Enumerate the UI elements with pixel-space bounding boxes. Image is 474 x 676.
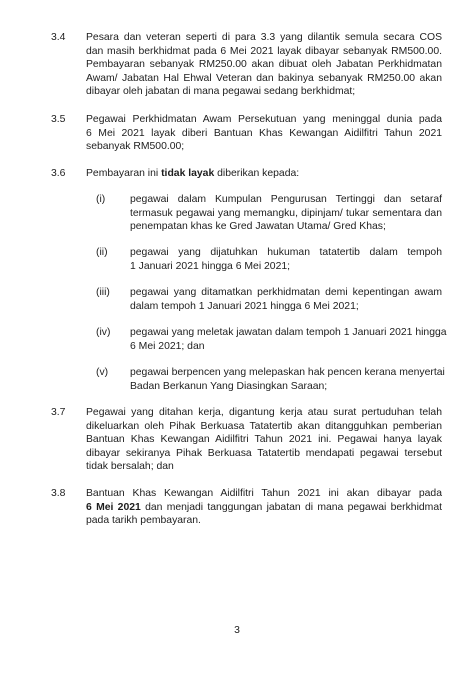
section-3-7-text <box>86 406 442 474</box>
text-line: pegawai berpencen yang melepaskan hak pencen kerana menyertai <box>130 367 445 378</box>
text-line: dan masih berkhidmat pada 6 Mei 2021 layak dibayar sebanyak RM500.00. <box>86 45 442 57</box>
text-line: Bantuan Khas Kewangan Aidilfitri Tahun 2021 ini akan dibayar pada <box>86 488 442 499</box>
text-line: pegawai yang dijatuhkan hukuman tatatertib dalam tempoh <box>130 247 442 258</box>
text-line: Pegawai Perkhidmatan Awam Persekutuan yang meninggal dunia pada <box>86 114 442 125</box>
section-number: 3.6 <box>51 168 66 179</box>
text-line: Pesara dan veteran seperti di para 3.3 yang dilantik semula secara COS <box>86 32 442 43</box>
item-number: (v) <box>96 367 109 378</box>
text-line: pegawai yang meletak jawatan dalam tempoh 1 Januari 2021 hingga <box>130 327 447 338</box>
item-number: (iii) <box>96 287 110 298</box>
section-number: 3.7 <box>51 407 66 418</box>
text-line <box>86 501 442 515</box>
text-line: dikeluarkan oleh Pihak Berkuasa Tatatertib akan ditangguhkan pemberian <box>86 420 442 432</box>
text-line: Pembayaran sebanyak RM250.00 akan dibuat oleh Jabatan Perkhidmatan <box>86 59 442 71</box>
item-number: (iv) <box>96 327 111 338</box>
text-line: sebanyak RM500.00; <box>86 141 185 153</box>
text-line: pegawai yang ditamatkan perkhidmatan demi kepentingan awam <box>130 287 442 298</box>
date-bold-text: 6 Mei 2021 <box>86 501 141 513</box>
intro-text: Pembayaran ini <box>86 168 162 179</box>
section-3-6-intro <box>86 167 442 181</box>
intro-bold-text: tidak layak <box>161 168 215 179</box>
section-3-4-text <box>86 31 442 99</box>
text-line: tidak bersalah; dan <box>86 461 174 473</box>
section-number: 3.5 <box>51 114 66 125</box>
text-line: Bantuan Khas Kewangan Aidilfitri Tahun 2021 ini. Pegawai hanya layak <box>86 434 442 446</box>
item-i-text <box>130 193 442 234</box>
text-line: pada tarikh pembayaran. <box>86 515 201 527</box>
text-line: Badan Berkanun Yang Diasingkan Saraan; <box>130 380 328 392</box>
intro-text: diberikan kepada: <box>214 168 300 179</box>
item-iii-text <box>130 286 442 313</box>
text-line: 1 Januari 2021 hingga 6 Mei 2021; <box>130 260 291 272</box>
text-line: penempatan khas ke Gred Jawatan Utama/ Gred Khas; <box>130 221 386 233</box>
text-line: dalam tempoh 1 Januari 2021 hingga 6 Mei 2021; <box>130 300 359 312</box>
section-3-5-text <box>86 113 442 154</box>
item-iv-text <box>130 326 447 353</box>
text-line <box>86 167 442 181</box>
text-line: Awam/ Jabatan Hal Ehwal Veteran dan bakinya sebanyak RM250.00 akan <box>86 72 442 84</box>
section-number: 3.4 <box>51 32 66 43</box>
text-segment: dan menjadi tanggungan jabatan di mana pegawai berkhidmat <box>140 501 442 513</box>
text-line: pegawai dalam Kumpulan Pengurusan Tertinggi dan setaraf <box>130 194 442 205</box>
text-line: termasuk pegawai yang memangku, dipinjam/ tukar sementara dan <box>130 207 442 219</box>
item-number: (i) <box>96 194 106 205</box>
item-v-text <box>130 366 445 393</box>
item-number: (ii) <box>96 247 108 258</box>
text-line: 6 Mei 2021 layak diberi Bantuan Khas Kewangan Aidilfitri Tahun 2021 <box>86 127 442 139</box>
section-3-8-text <box>86 487 442 528</box>
text-line: dibayar sekiranya Pihak Berkuasa Tatatertib mendapati pegawai tersebut <box>86 447 442 459</box>
text-line: dibayar oleh jabatan di mana pegawai sedang berkhidmat; <box>86 86 356 98</box>
section-number: 3.8 <box>51 488 66 499</box>
text-line: 6 Mei 2021; dan <box>130 340 205 352</box>
page-number: 3 <box>234 625 240 636</box>
item-ii-text <box>130 246 442 273</box>
text-line: Pegawai yang ditahan kerja, digantung kerja atau surat pertuduhan telah <box>86 407 442 418</box>
